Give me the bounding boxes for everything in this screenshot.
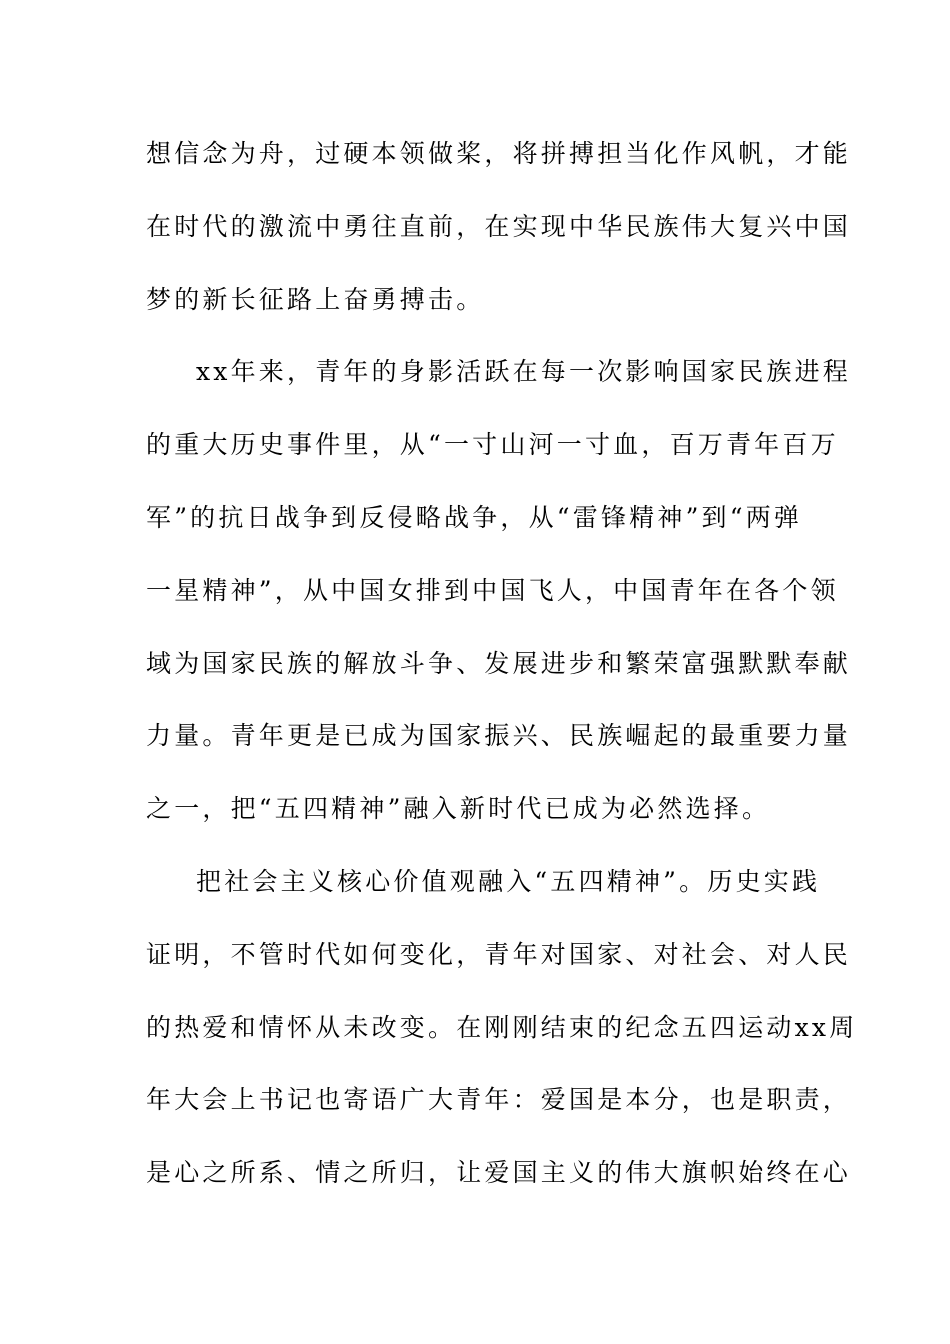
text-line: 的重大历史事件里，从“一寸山河一寸血，百万青年百万: [146, 430, 839, 460]
text-line: 年大会上书记也寄语广大青年：爱国是本分，也是职责，: [146, 1085, 852, 1115]
document-body: [146, 118, 858, 1210]
text-line: 之一，把“五四精神”融入新时代已成为必然选择。: [146, 794, 771, 824]
text-line: 域为国家民族的解放斗争、发展进步和繁荣富强默默奉献: [146, 648, 852, 678]
text-line: 梦的新长征路上奋勇搏击。: [146, 284, 485, 314]
text-line: 想信念为舟，过硬本领做桨，将拼搏担当化作风帆，才能: [146, 139, 852, 168]
text-line: 的热爱和情怀从未改变。在刚刚结束的纪念五四运动xx周: [146, 1012, 858, 1042]
text-line: 是心之所系、情之所归，让爱国主义的伟大旗帜始终在心: [146, 1158, 852, 1188]
text-line: 力量。青年更是已成为国家振兴、民族崛起的最重要力量: [146, 721, 852, 751]
paragraph-first-line: xx年来，青年的身影活跃在每一次影响国家民族进程: [196, 357, 852, 387]
text-line: 在时代的激流中勇往直前，在实现中华民族伟大复兴中国: [146, 211, 852, 241]
text-line: 军”的抗日战争到反侵略战争，从“雷锋精神”到“两弹: [146, 502, 803, 532]
text-line: 一星精神”，从中国女排到中国飞人，中国青年在各个领: [146, 575, 839, 605]
paragraph-first-line: 把社会主义核心价值观融入“五四精神”。历史实践: [196, 866, 821, 896]
text-line: 证明，不管时代如何变化，青年对国家、对社会、对人民: [146, 939, 852, 969]
